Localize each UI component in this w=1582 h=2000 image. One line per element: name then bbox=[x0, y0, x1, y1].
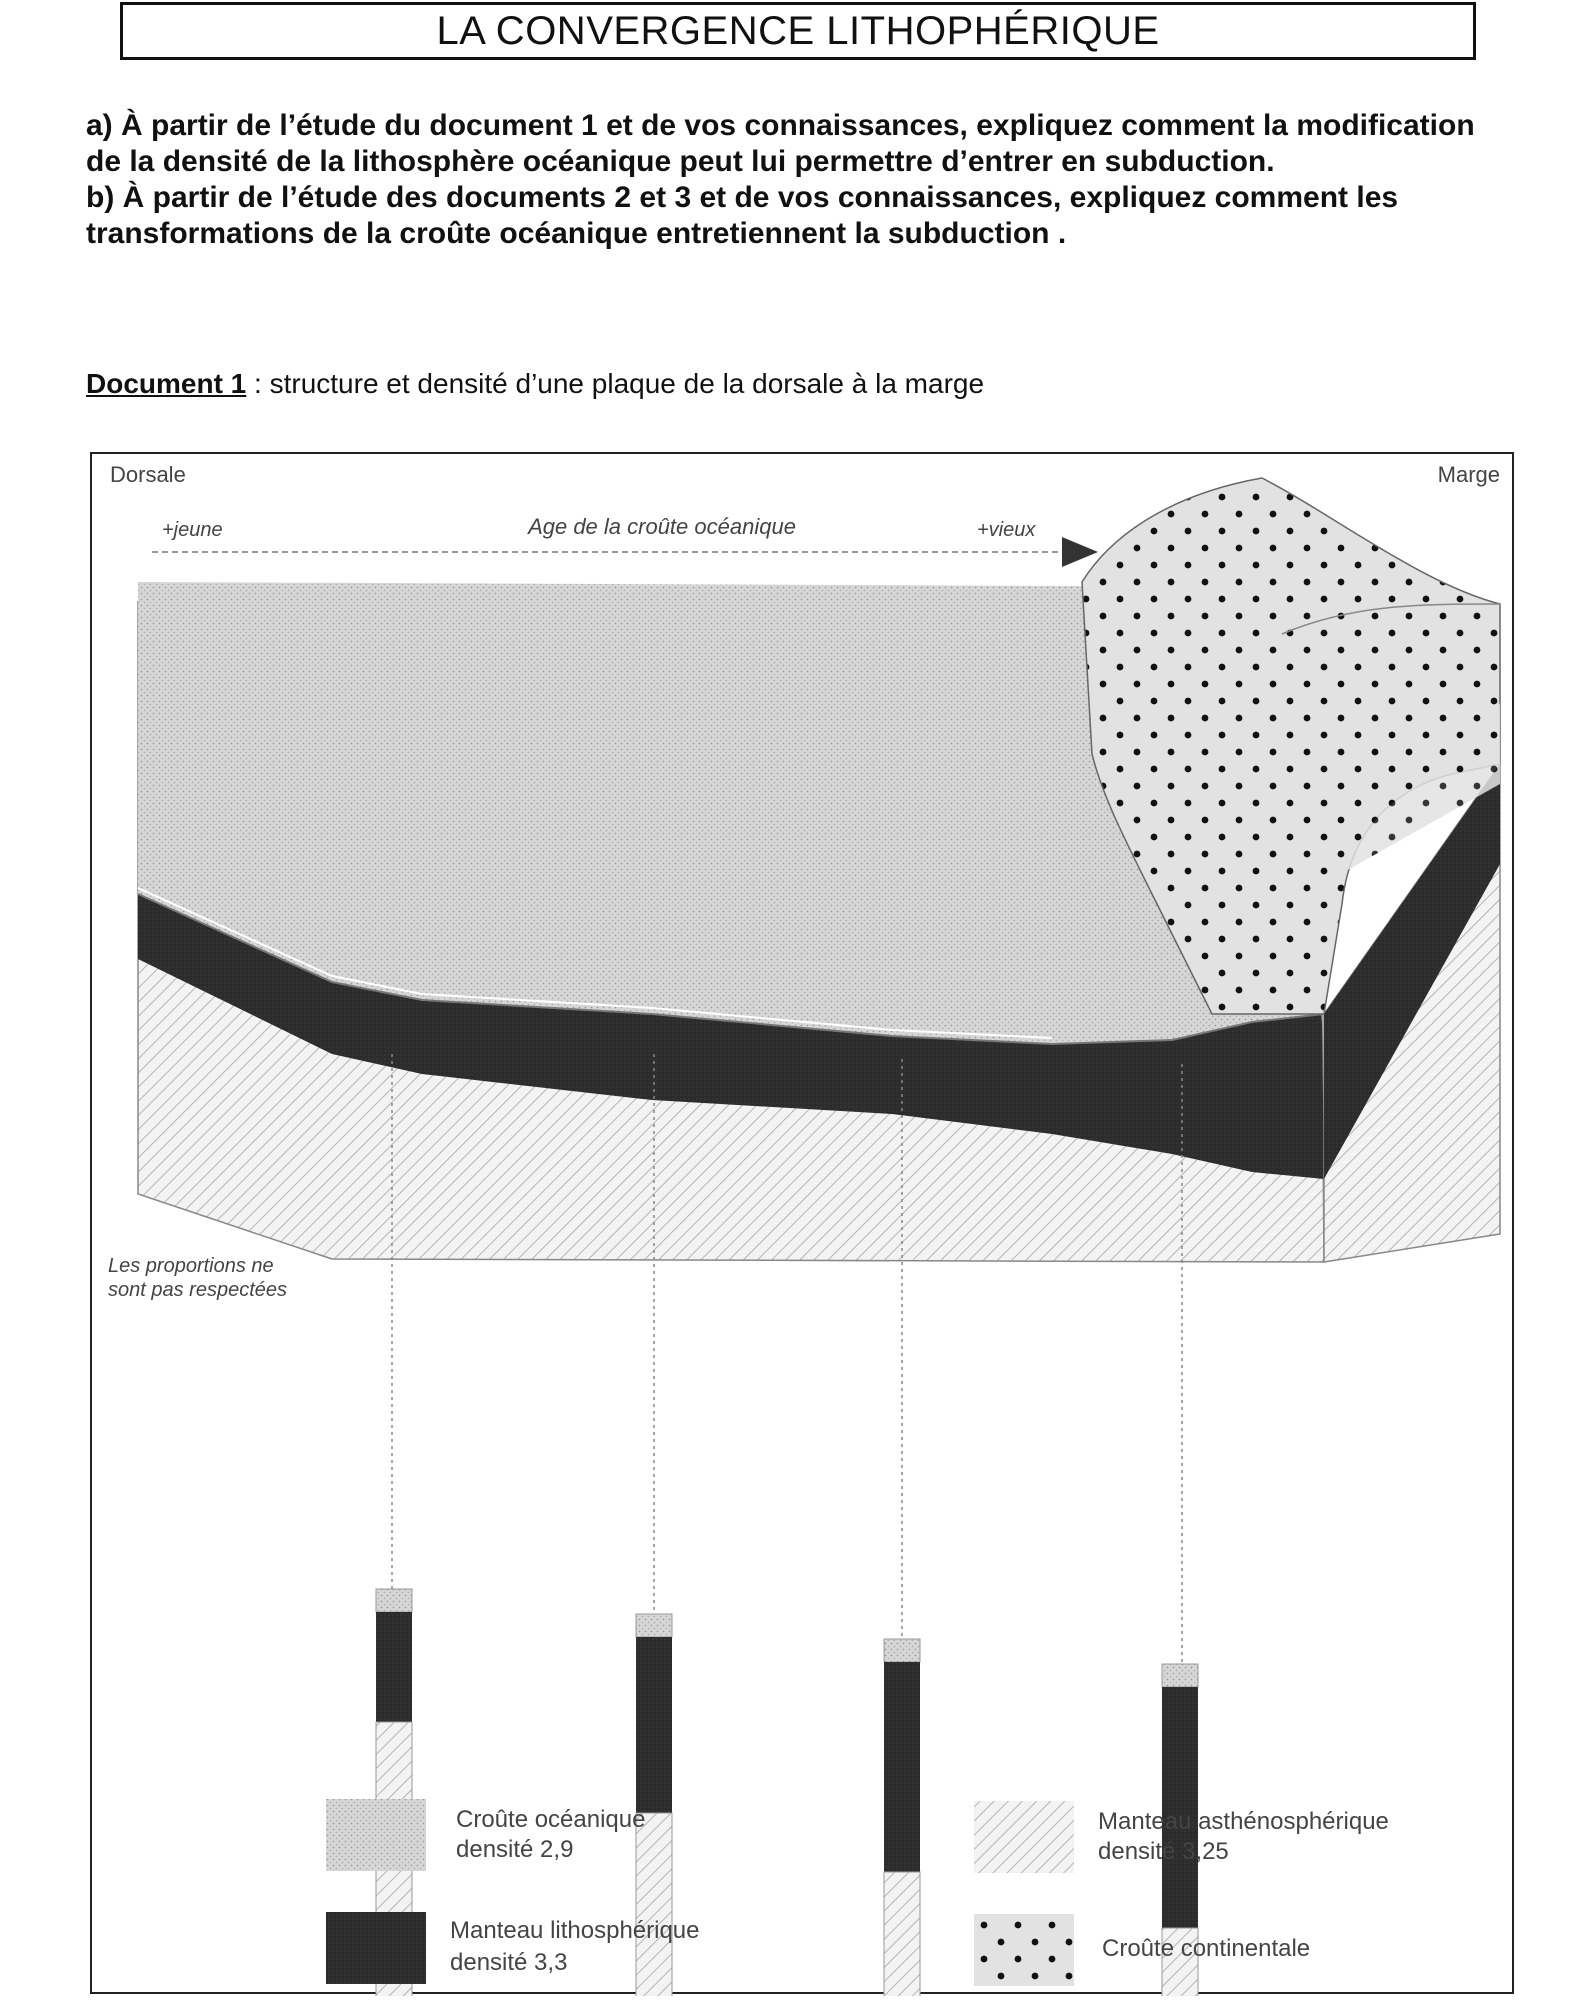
column-3-asthenosphere bbox=[884, 1872, 920, 1996]
legend-lithospheric-density: densité 3,3 bbox=[450, 1949, 568, 1976]
legend-oceanic-crust-name: Croûte océanique bbox=[456, 1806, 646, 1833]
column-2-mantle bbox=[636, 1637, 672, 1813]
column-3 bbox=[884, 1639, 920, 1996]
dorsale-label: Dorsale bbox=[110, 462, 186, 487]
column-4-crust bbox=[1162, 1664, 1198, 1687]
column-1-crust bbox=[376, 1589, 412, 1612]
legend-asthenospheric-name: Manteau asthénosphérique bbox=[1098, 1808, 1389, 1835]
column-3-mantle bbox=[884, 1662, 920, 1872]
column-2-crust bbox=[636, 1614, 672, 1637]
document1-caption: : structure et densité d’une plaque de la dorsale à la marge bbox=[246, 368, 985, 399]
old-label: +vieux bbox=[977, 519, 1036, 541]
legend-asthenospheric-density: densité 3,25 bbox=[1098, 1838, 1229, 1865]
column-1-mantle bbox=[376, 1612, 412, 1722]
questions bbox=[86, 108, 1506, 252]
legend-continental-name: Croûte continentale bbox=[1102, 1935, 1311, 1962]
title-box bbox=[120, 2, 1476, 60]
column-2-asthenosphere bbox=[636, 1813, 672, 1996]
marge-label: Marge bbox=[1437, 462, 1500, 487]
legend-continental-swatch bbox=[974, 1914, 1074, 1986]
legend-lithospheric-name: Manteau lithosphérique bbox=[450, 1917, 700, 1944]
document1-label: Document 1 bbox=[86, 368, 247, 399]
age-axis-label: Age de la croûte océanique bbox=[528, 514, 796, 539]
figure-diagram bbox=[92, 454, 1516, 1996]
legend-oceanic-crust-density: densité 2,9 bbox=[456, 1836, 574, 1863]
legend-lithospheric-swatch bbox=[326, 1912, 426, 1984]
legend bbox=[326, 1799, 1389, 1986]
document1-heading bbox=[86, 368, 984, 400]
question-a: a) À partir de l’étude du document 1 et de vos connaissances, expliquez comment la modification de la densité de la lithosphère océanique peut lui permettre d’entrer en subduction. bbox=[86, 109, 1475, 178]
question-b: b) À partir de l’étude des documents 2 et 3 et de vos connaissances, expliquez comment les transformations de la croûte océanique entretiennent la subduction . bbox=[86, 181, 1399, 250]
proportions-note-2: sont pas respectées bbox=[108, 1279, 287, 1301]
column-3-crust bbox=[884, 1639, 920, 1662]
document1-figure bbox=[90, 452, 1514, 1994]
young-label: +jeune bbox=[162, 519, 223, 541]
proportions-note-1: Les proportions ne bbox=[108, 1255, 274, 1277]
page-title: LA CONVERGENCE LITHOPHÉRIQUE bbox=[436, 8, 1160, 53]
legend-oceanic-crust-swatch bbox=[326, 1799, 426, 1871]
legend-asthenospheric-swatch bbox=[974, 1801, 1074, 1873]
